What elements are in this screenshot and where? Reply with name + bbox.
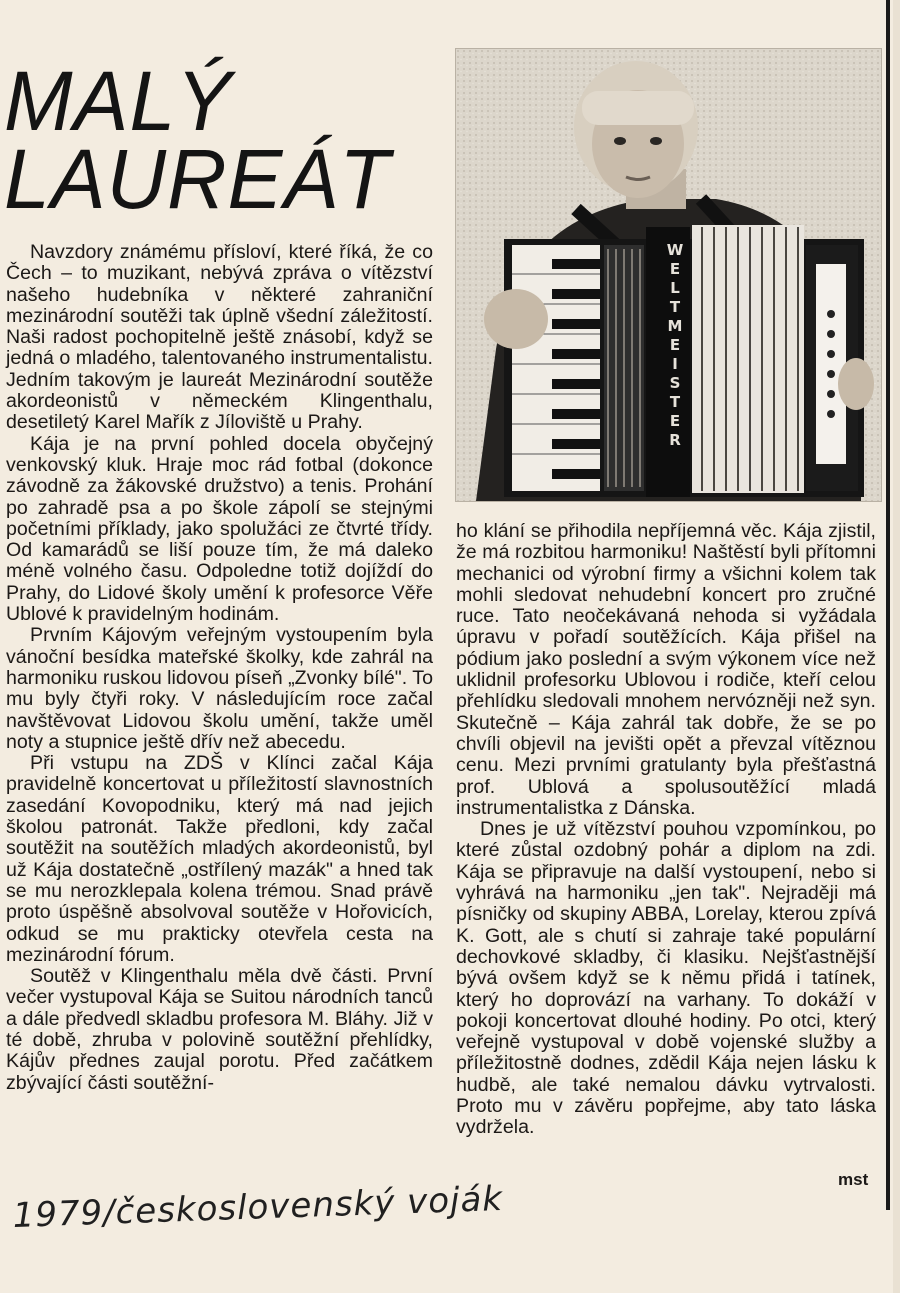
article-column-left — [6, 242, 433, 1094]
headline-line-1: MALÝ — [4, 54, 233, 148]
handwritten-note: 1979/československý voják — [12, 1178, 504, 1236]
page-edge — [893, 0, 900, 1293]
article-paragraph: Soutěž v Klingenthalu měla dvě části. První večer vystupoval Kája se Suitou národních tanců a dále předvedl skladbu profesora M. Bláhy. Již v té době, zhruba v polovině soutěžní přehlídky, Kájův přednes zaujal porotu. Před začátkem zbývající části soutěžní- — [6, 965, 433, 1094]
accordion-boy-photo — [455, 48, 882, 502]
headline-line-2: LAUREÁT — [4, 132, 391, 226]
author-signature: mst — [838, 1170, 869, 1189]
article-paragraph: Navzdory známému přísloví, které říká, že co Čech – to muzikant, nebývá zpráva o vítězství našeho hudebníka v některé zahraniční mezinárodní soutěži tak úplně všední záležitostí. Naši radost pochopitelně ještě znásobí, když se jedná o mladého, talentovaného instrumentalistu. Jedním takovým je laureát Mezinárodní soutěže akordeonistů v německém Klingenthalu, desetiletý Karel Mařík z Jíloviště u Prahy. — [6, 241, 433, 434]
article-paragraph: ho klání se přihodila nepříjemná věc. Kája zjistil, že má rozbitou harmoniku! Naštěstí byli přítomni mechanici od výrobní firmy a všichni kolem tak mohli sledovat nehudební koncert pro zručné ruce. Tato neočekávaná nehoda si vyžádala úpravu v pořadí soutěžících. Kája přišel na pódium jako poslední a svým výkonem více než uklidnil profesorku Ublovou i rodiče, kteří celou přehlídku sledovali mnohem nervózněji než syn. Skutečně – Kája zahrál tak dobře, že se po chvíli objevil na jevišti opět a převzal vítěznou cenu. Mezi prvními gratulanty byla přešťastná prof. Ublová a spolusoutěžící mladá instrumentalistka z Dánska. — [456, 520, 876, 819]
accordion-brand-label: WELTMEISTER — [666, 241, 684, 450]
article-paragraph: Při vstupu na ZDŠ v Klínci začal Kája pravidelně koncertovat u příležitostí slavnostních zasedání Kovopodniku, který má nad jejich školou patronát. Takže předloni, kdy začal soutěžit na soutěžích mladých akordeonistů, byl už Kája dostatečně „ostřílený mazák" a hned tak se mu nerozklepala kolena trémou. Snad právě proto úspěšně absolvoval soutěže v Hořovicích, odkud se mu prakticky otevřela cesta na mezinárodní fórum. — [6, 752, 433, 966]
article-paragraph: Prvním Kájovým veřejným vystoupením byla vánoční besídka mateřské školky, kde zahrál na harmoniku ruskou lidovou píseň „Zvonky bílé". To mu byly čtyři roky. V následujícím roce začal navštěvovat Lidovou školu umění, takže uměl noty a stupnice ještě dřív než abecedu. — [6, 624, 433, 753]
article-column-right — [456, 521, 876, 1139]
article-paragraph: Dnes je už vítězství pouhou vzpomínkou, po které zůstal ozdobný pohár a diplom na zdi. Kája se připravuje na další vystoupení, nebo si vyhrává na harmoniku „jen tak". Nejraději má písničky od skupiny ABBA, Lorelay, kterou zpívá K. Gott, ale s chutí si zahraje také populární dechovkové skladby, či klasiku. Nejšťastnější bývá ovšem když se k němu přidá i tatínek, který ho doprovází na varhany. To dokáží v pokoji koncertovat dlouhé hodiny. Po otci, který veřejně vystupoval v době vojenské služby a příležitostně dodnes, zdědil Kája nejen lásku k hudbě, ale také nemalou dávku vytrvalosti. Proto mu v závěru popřejme, aby tato láska vydržela. — [456, 818, 876, 1139]
article-paragraph: Kája je na první pohled docela obyčejný venkovský kluk. Hraje moc rád fotbal (dokonce závodně za žákovské družstvo) a tenis. Prohání po zahradě psa a po škole zápolí se stejnými početními příklady, jako spolužáci ze čtvrté třídy. Od kamarádů se liší pouze tím, že má daleko méně volného času. Odpoledne totiž dojíždí do Prahy, do Lidové školy umění k profesorce Věře Ublové k pravidelným hodinám. — [6, 432, 433, 626]
article-headline — [4, 54, 391, 226]
column-rule — [886, 0, 890, 1210]
